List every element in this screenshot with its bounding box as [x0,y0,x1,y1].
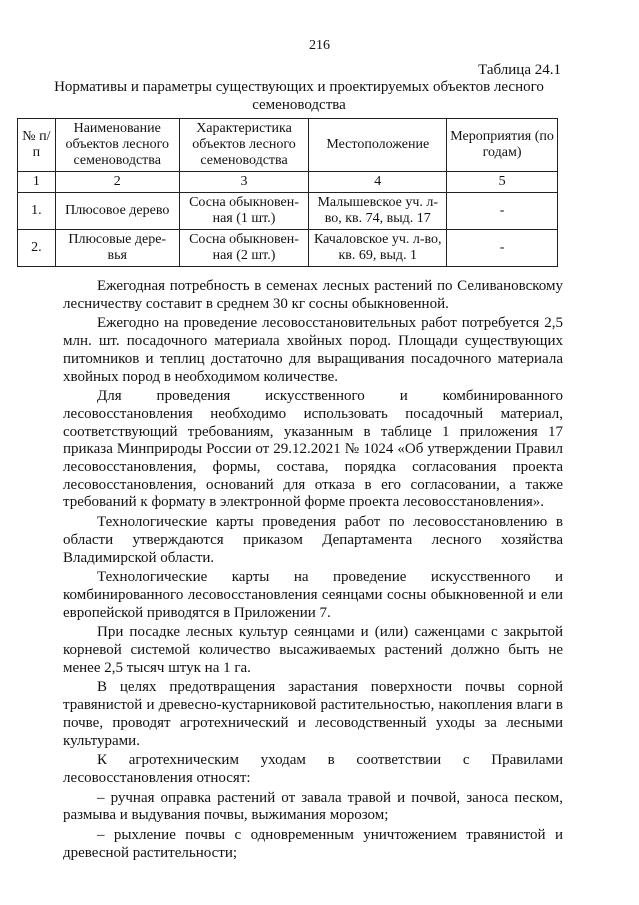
header-cell: Наименование объектов лесного семеноводства [55,119,179,172]
paragraph: Технологические карты на проведение искусственного и комбинированного лесовосстановления сеянцами сосны обыкновенной и ели европейской приводятся в Приложении 7. [63,569,563,621]
paragraph: К агротехническим уходам в соответствии с Правилами лесовосстановления относят: [63,752,563,786]
object-location: Малышевское уч. л-во, кв. 74, выд. 17 [309,193,447,230]
table-row [18,230,558,267]
object-characteristic: Сосна обыкновен-ная (1 шт.) [179,193,309,230]
object-characteristic: Сосна обыкновен-ная (2 шт.) [179,230,309,267]
object-location: Качаловское уч. л-во, кв. 69, выд. 1 [309,230,447,267]
column-number-row [18,172,558,193]
page-number: 216 [309,38,330,53]
object-name: Плюсовое дерево [55,193,179,230]
header-cell: Мероприятия (по годам) [447,119,558,172]
paragraph: Ежегодная потребность в семенах лесных растений по Селивановскому лесничеству составит в среднем 30 кг сосны обыкновенной. [63,278,563,312]
data-table [17,118,558,267]
table-row [18,193,558,230]
paragraph: Технологические карты проведения работ по лесовосстановлению в области утверждаются приказом Департамента лесного хозяйства Владимирской области. [63,514,563,566]
paragraph: При посадке лесных культур сеянцами и (или) саженцами с закрытой корневой системой количество высаживаемых растений должно быть не менее 2,5 тысяч штук на 1 га. [63,624,563,676]
paragraph: Для проведения искусственного и комбинированного лесовосстановления необходимо использовать посадочный материал, соответствующий требованиям, указанным в таблице 1 приложения 17 приказа Минприроды России от 29.12.2021 № 1024 «Об утверждении Правил лесовосстановления, формы, состава, порядка согласования проекта лесовосстановления, оснований для отказа в его согласовании, а также требований к формату в электронной форме проекта лесовосстановления». [63,388,563,511]
header-cell: Характеристика объектов лесного семеноводства [179,119,309,172]
object-activities: - [447,230,558,267]
header-cell: № п/п [18,119,56,172]
list-item: – ручная оправка растений от завала травой и почвой, заноса песком, размыва и выдувания почвы, выжимания морозом; [63,789,563,824]
column-number: 4 [309,172,447,193]
header-cell: Местоположение [309,119,447,172]
column-number: 3 [179,172,309,193]
object-name: Плюсовые дере-вья [55,230,179,267]
row-number: 2. [18,230,56,267]
paragraph: Ежегодно на проведение лесовосстановительных работ потребуется 2,5 млн. шт. посадочного материала хвойных пород. Площади существующих питомников и теплиц достаточно для выращивания посадочного материала хвойных пород в необходимом количестве. [63,315,563,385]
object-activities: - [447,193,558,230]
body-text [63,278,563,865]
table-header-row [18,119,558,172]
column-number: 1 [18,172,56,193]
paragraph: В целях предотвращения зарастания поверхности почвы сорной травянистой и древесно-кустарниковой растительностью, накопления влаги в почве, проводят агротехнический и лесоводственный уходы за лесными культурами. [63,679,563,749]
column-number: 5 [447,172,558,193]
table-label: Таблица 24.1 [478,62,561,78]
table-title: Нормативы и параметры существующих и проектируемых объектов лесного семеноводства [54,79,544,113]
row-number: 1. [18,193,56,230]
column-number: 2 [55,172,179,193]
list-item: – рыхление почвы с одновременным уничтожением травянистой и древесной растительности; [63,827,563,861]
